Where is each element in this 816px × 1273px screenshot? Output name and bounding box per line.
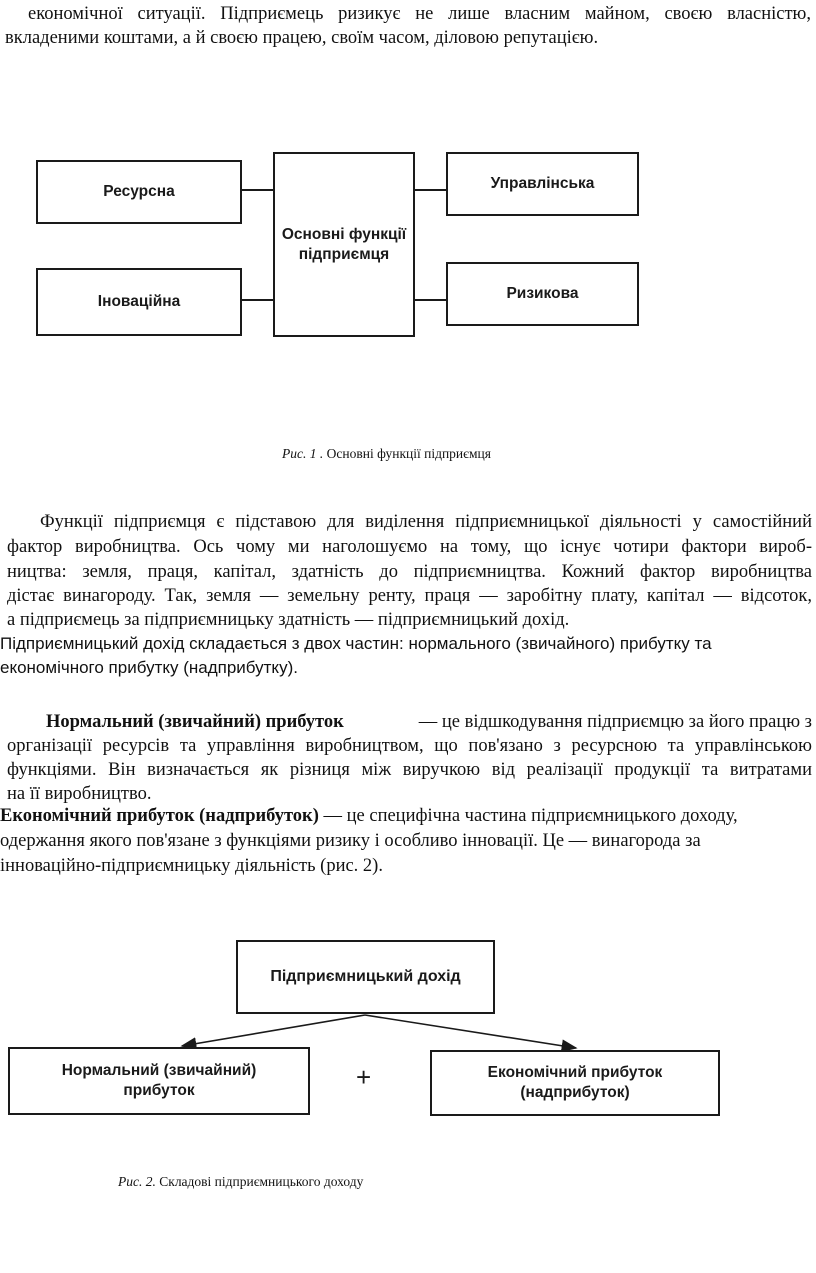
text-line: функціями. Він визначається як різниця між виручкою від реалізації продукції та витратами [7,760,812,780]
text-line: фактор виробництва. Ось чому ми наголошуємо на тому, що існує чотири фактори вироб- [7,537,812,557]
text-line: організації ресурсів та управління виробництвом, що пов'язано з ресурсною та управлінською [7,736,812,756]
term-definition: — це специфічна частина підприємницького доходу, [323,806,738,826]
box-label: Основні функції підприємця [281,225,407,263]
box-label: Економічний прибуток [487,1064,663,1081]
box-label: (надприбуток) [520,1084,630,1101]
term-definition: — це відшкодування підприємцю за його працю з [418,712,812,732]
box-entrepreneurial-income [236,940,495,1014]
text-line: одержання якого пов'язане з функціями ризику і особливо інновації. Це — винагорода за [0,831,701,851]
box-label: Ризикова [506,285,579,302]
text-line: а підприємець за підприємницьку здатність — підприємницький дохід. [7,610,570,630]
caption-label: Рис. 2. [118,1174,156,1189]
box-normal-profit [8,1047,310,1115]
box-label: Нормальний (звичайний) [61,1062,257,1079]
text-line: дістає винагороду. Так, земля — земельну ренту, праця — заробітну плату, капітал — відсоток, [7,586,812,606]
text-line: інноваційно-підприємницьку діяльність (рис. 2). [0,856,383,876]
box-economic-profit [430,1050,720,1116]
plus-sign: + [356,1062,372,1092]
box-label: Іноваційна [97,293,181,310]
box-label: прибуток [123,1082,195,1099]
box-label: Управлінська [490,175,595,192]
text-line: ництва: земля, праця, капітал, здатність до підприємництва. Кожний фактор виробництва [7,562,812,582]
text-line: на її виробництво. [7,784,152,804]
text-line: Підприємницький дохід складається з двох частин: нормального (звичайного) прибутку та [0,634,712,653]
text-line: економічної ситуації. Підприємець ризикує не лише власним майном, своєю власністю, [28,4,811,24]
text-line: економічного прибутку (надприбутку). [0,658,298,677]
text-line: вкладеними коштами, а й своєю працею, своїм часом, діловою репутацією. [5,28,599,48]
term-normal-profit: Нормальний (звичайний) прибуток [46,712,344,732]
text-line: Функції підприємця є підставою для виділення підприємницької діяльності у самостійний [40,512,812,532]
box-label: Ресурсна [103,183,175,200]
box-label: Підприємницький дохід [270,968,461,985]
caption-label: Рис. 1 . [282,446,324,461]
caption-text: Основні функції підприємця [326,446,491,461]
term-economic-profit: Економічний прибуток (надприбуток) [0,806,319,826]
figure2-caption [118,1174,363,1190]
caption-text: Складові підприємницького доходу [159,1174,364,1189]
